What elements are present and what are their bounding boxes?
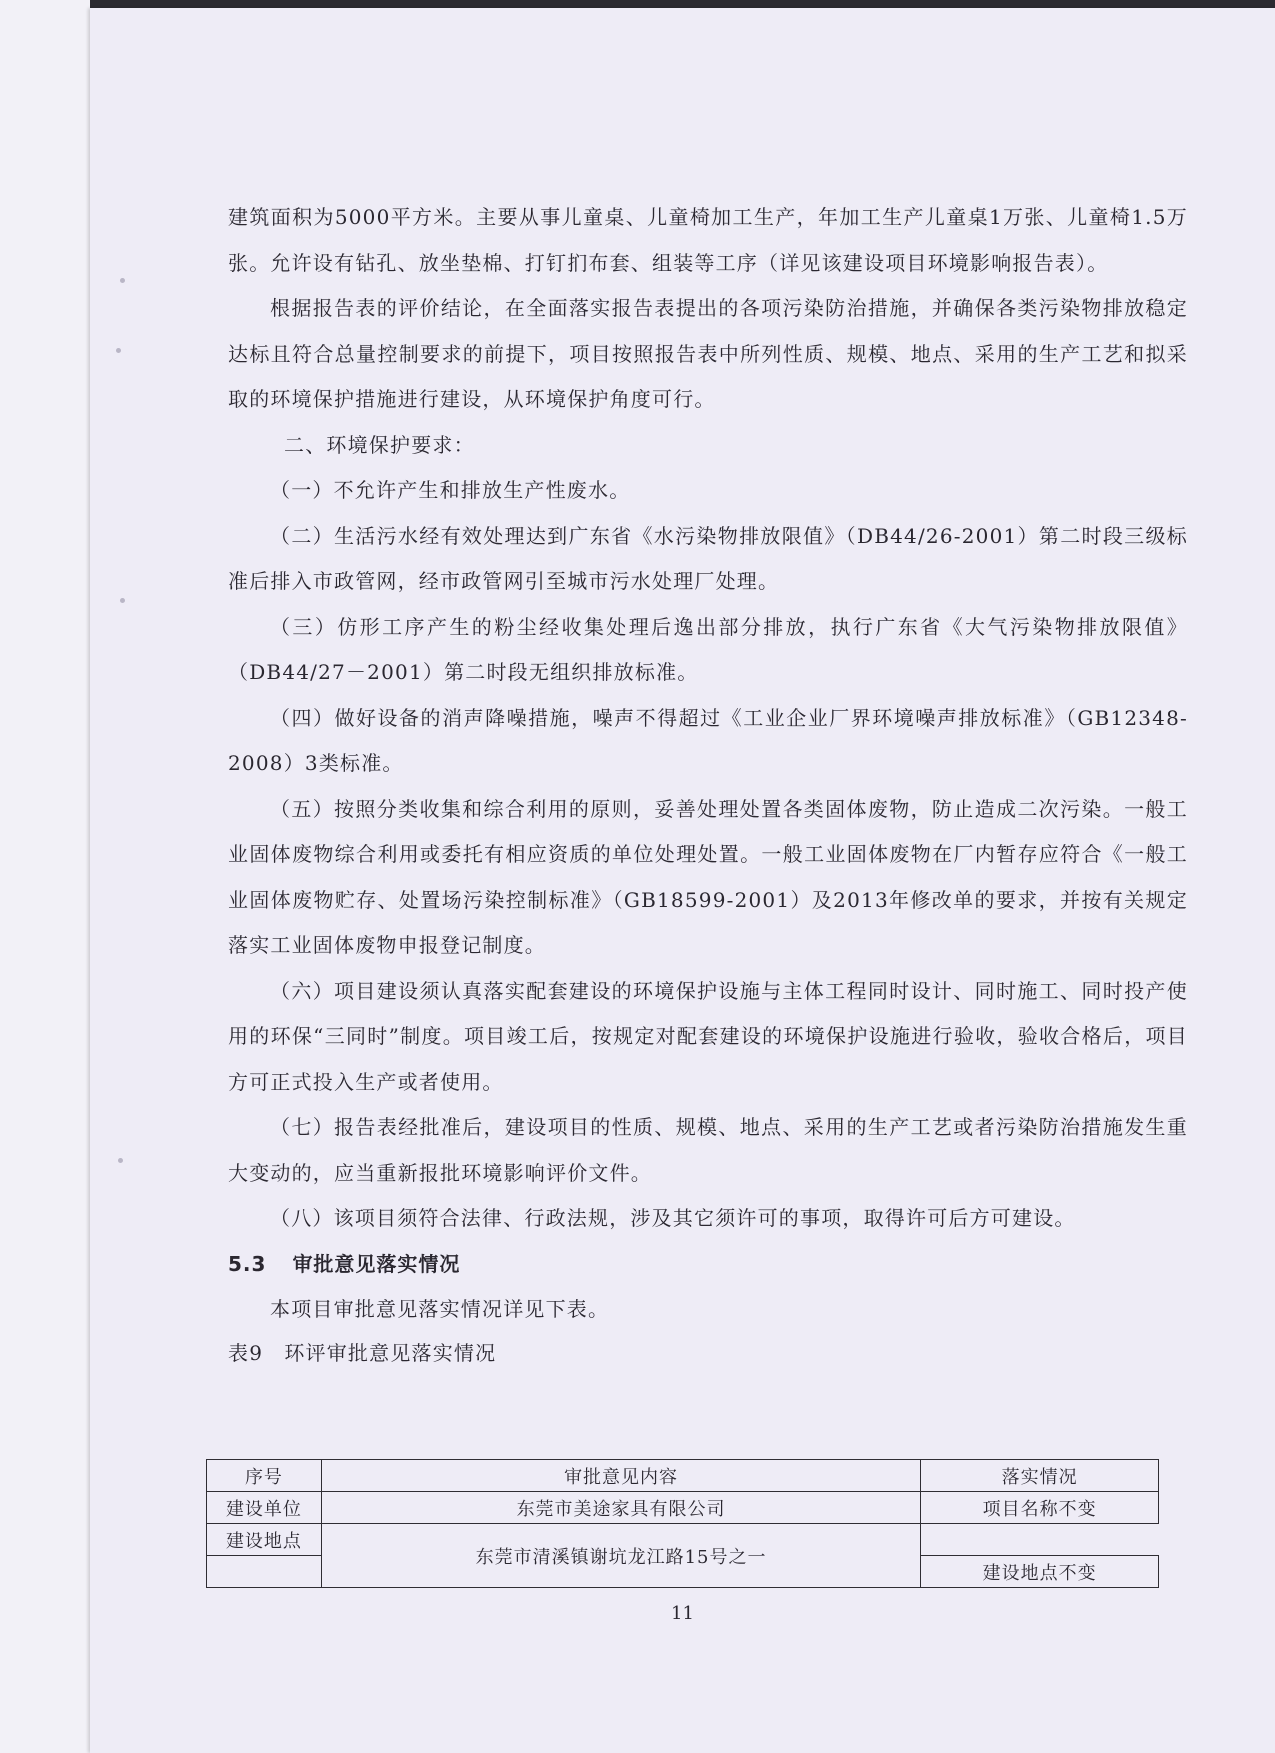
paragraph-requirement-5: （五）按照分类收集和综合利用的原则，妥善处理处置各类固体废物，防止造成二次污染。一般工业固体废物综合利用或委托有相应资质的单位处理处置。一般工业固体废物在厂内暂存应符合《一般工业固体废物贮存、处置场污染控制标准》（GB18599-2001）及2013年修改单的要求，并按有关规定落实工业固体废物申报登记制度。 bbox=[228, 796, 1188, 957]
header-serial: 序号 bbox=[207, 1460, 322, 1492]
header-implementation: 落实情况 bbox=[921, 1460, 1159, 1492]
section-title: 审批意见落实情况 bbox=[292, 1251, 461, 1276]
paragraph-requirements-heading: 二、环境保护要求： bbox=[284, 432, 475, 457]
page-number: 11 bbox=[671, 1603, 694, 1624]
table-row bbox=[207, 1492, 1159, 1524]
punch-hole-mark bbox=[118, 1158, 123, 1163]
section-heading bbox=[228, 1242, 1188, 1288]
paragraph-requirement-1: （一）不允许产生和排放生产性废水。 bbox=[270, 478, 631, 502]
scan-left-margin bbox=[0, 0, 90, 1753]
table-header-row bbox=[207, 1460, 1159, 1492]
punch-hole-mark bbox=[120, 278, 125, 283]
row-status: 建设地点不变 bbox=[921, 1556, 1159, 1588]
table-row bbox=[207, 1524, 1159, 1556]
row-label-empty bbox=[207, 1556, 322, 1588]
row-content: 东莞市清溪镇谢坑龙江路15号之一 bbox=[321, 1524, 920, 1588]
scan-top-edge bbox=[0, 0, 1275, 8]
table-caption: 表9 环评审批意见落实情况 bbox=[228, 1340, 497, 1365]
paragraph-requirement-8: （八）该项目须符合法律、行政法规，涉及其它须许可的事项，取得许可后方可建设。 bbox=[270, 1206, 1076, 1230]
row-content: 东莞市美途家具有限公司 bbox=[321, 1492, 920, 1524]
document-body bbox=[228, 195, 1188, 1373]
paragraph-project-scale: 建筑面积为5000平方米。主要从事儿童桌、儿童椅加工生产，年加工生产儿童桌1万张、儿童椅1.5万张。允许设有钻孔、放坐垫棉、打钉扪布套、组装等工序（详见该建设项目环境影响报告表）。 bbox=[228, 205, 1188, 275]
paragraph-requirement-2: （二）生活污水经有效处理达到广东省《水污染物排放限值》（DB44/26-2001）第二时段三级标准后排入市政管网，经市政管网引至城市污水处理厂处理。 bbox=[228, 523, 1188, 593]
approval-opinion-table bbox=[206, 1459, 1159, 1588]
paragraph-requirement-3: （三）仿形工序产生的粉尘经收集处理后逸出部分排放，执行广东省《大气污染物排放限值》（DB44/27－2001）第二时段无组织排放标准。 bbox=[228, 614, 1188, 684]
section-intro: 本项目审批意见落实情况详见下表。 bbox=[270, 1297, 610, 1321]
row-status: 项目名称不变 bbox=[921, 1492, 1159, 1524]
punch-hole-mark bbox=[120, 598, 125, 603]
row-label: 建设地点 bbox=[207, 1524, 322, 1556]
paragraph-requirement-4: （四）做好设备的消声降噪措施，噪声不得超过《工业企业厂界环境噪声排放标准》（GB12348-2008）3类标准。 bbox=[228, 705, 1188, 775]
paragraph-evaluation-conclusion: 根据报告表的评价结论，在全面落实报告表提出的各项污染防治措施，并确保各类污染物排放稳定达标且符合总量控制要求的前提下，项目按照报告表中所列性质、规模、地点、采用的生产工艺和拟采取的环境保护措施进行建设，从环境保护角度可行。 bbox=[228, 296, 1188, 411]
header-opinion-content: 审批意见内容 bbox=[321, 1460, 920, 1492]
paragraph-requirement-6: （六）项目建设须认真落实配套建设的环境保护设施与主体工程同时设计、同时施工、同时投产使用的环保“三同时”制度。项目竣工后，按规定对配套建设的环境保护设施进行验收，验收合格后，项目方可正式投入生产或者使用。 bbox=[228, 978, 1188, 1094]
section-number: 5.3 bbox=[228, 1251, 267, 1276]
row-label: 建设单位 bbox=[207, 1492, 322, 1524]
punch-hole-mark bbox=[116, 348, 121, 353]
paragraph-requirement-7: （七）报告表经批准后，建设项目的性质、规模、地点、采用的生产工艺或者污染防治措施发生重大变动的，应当重新报批环境影响评价文件。 bbox=[228, 1115, 1188, 1185]
